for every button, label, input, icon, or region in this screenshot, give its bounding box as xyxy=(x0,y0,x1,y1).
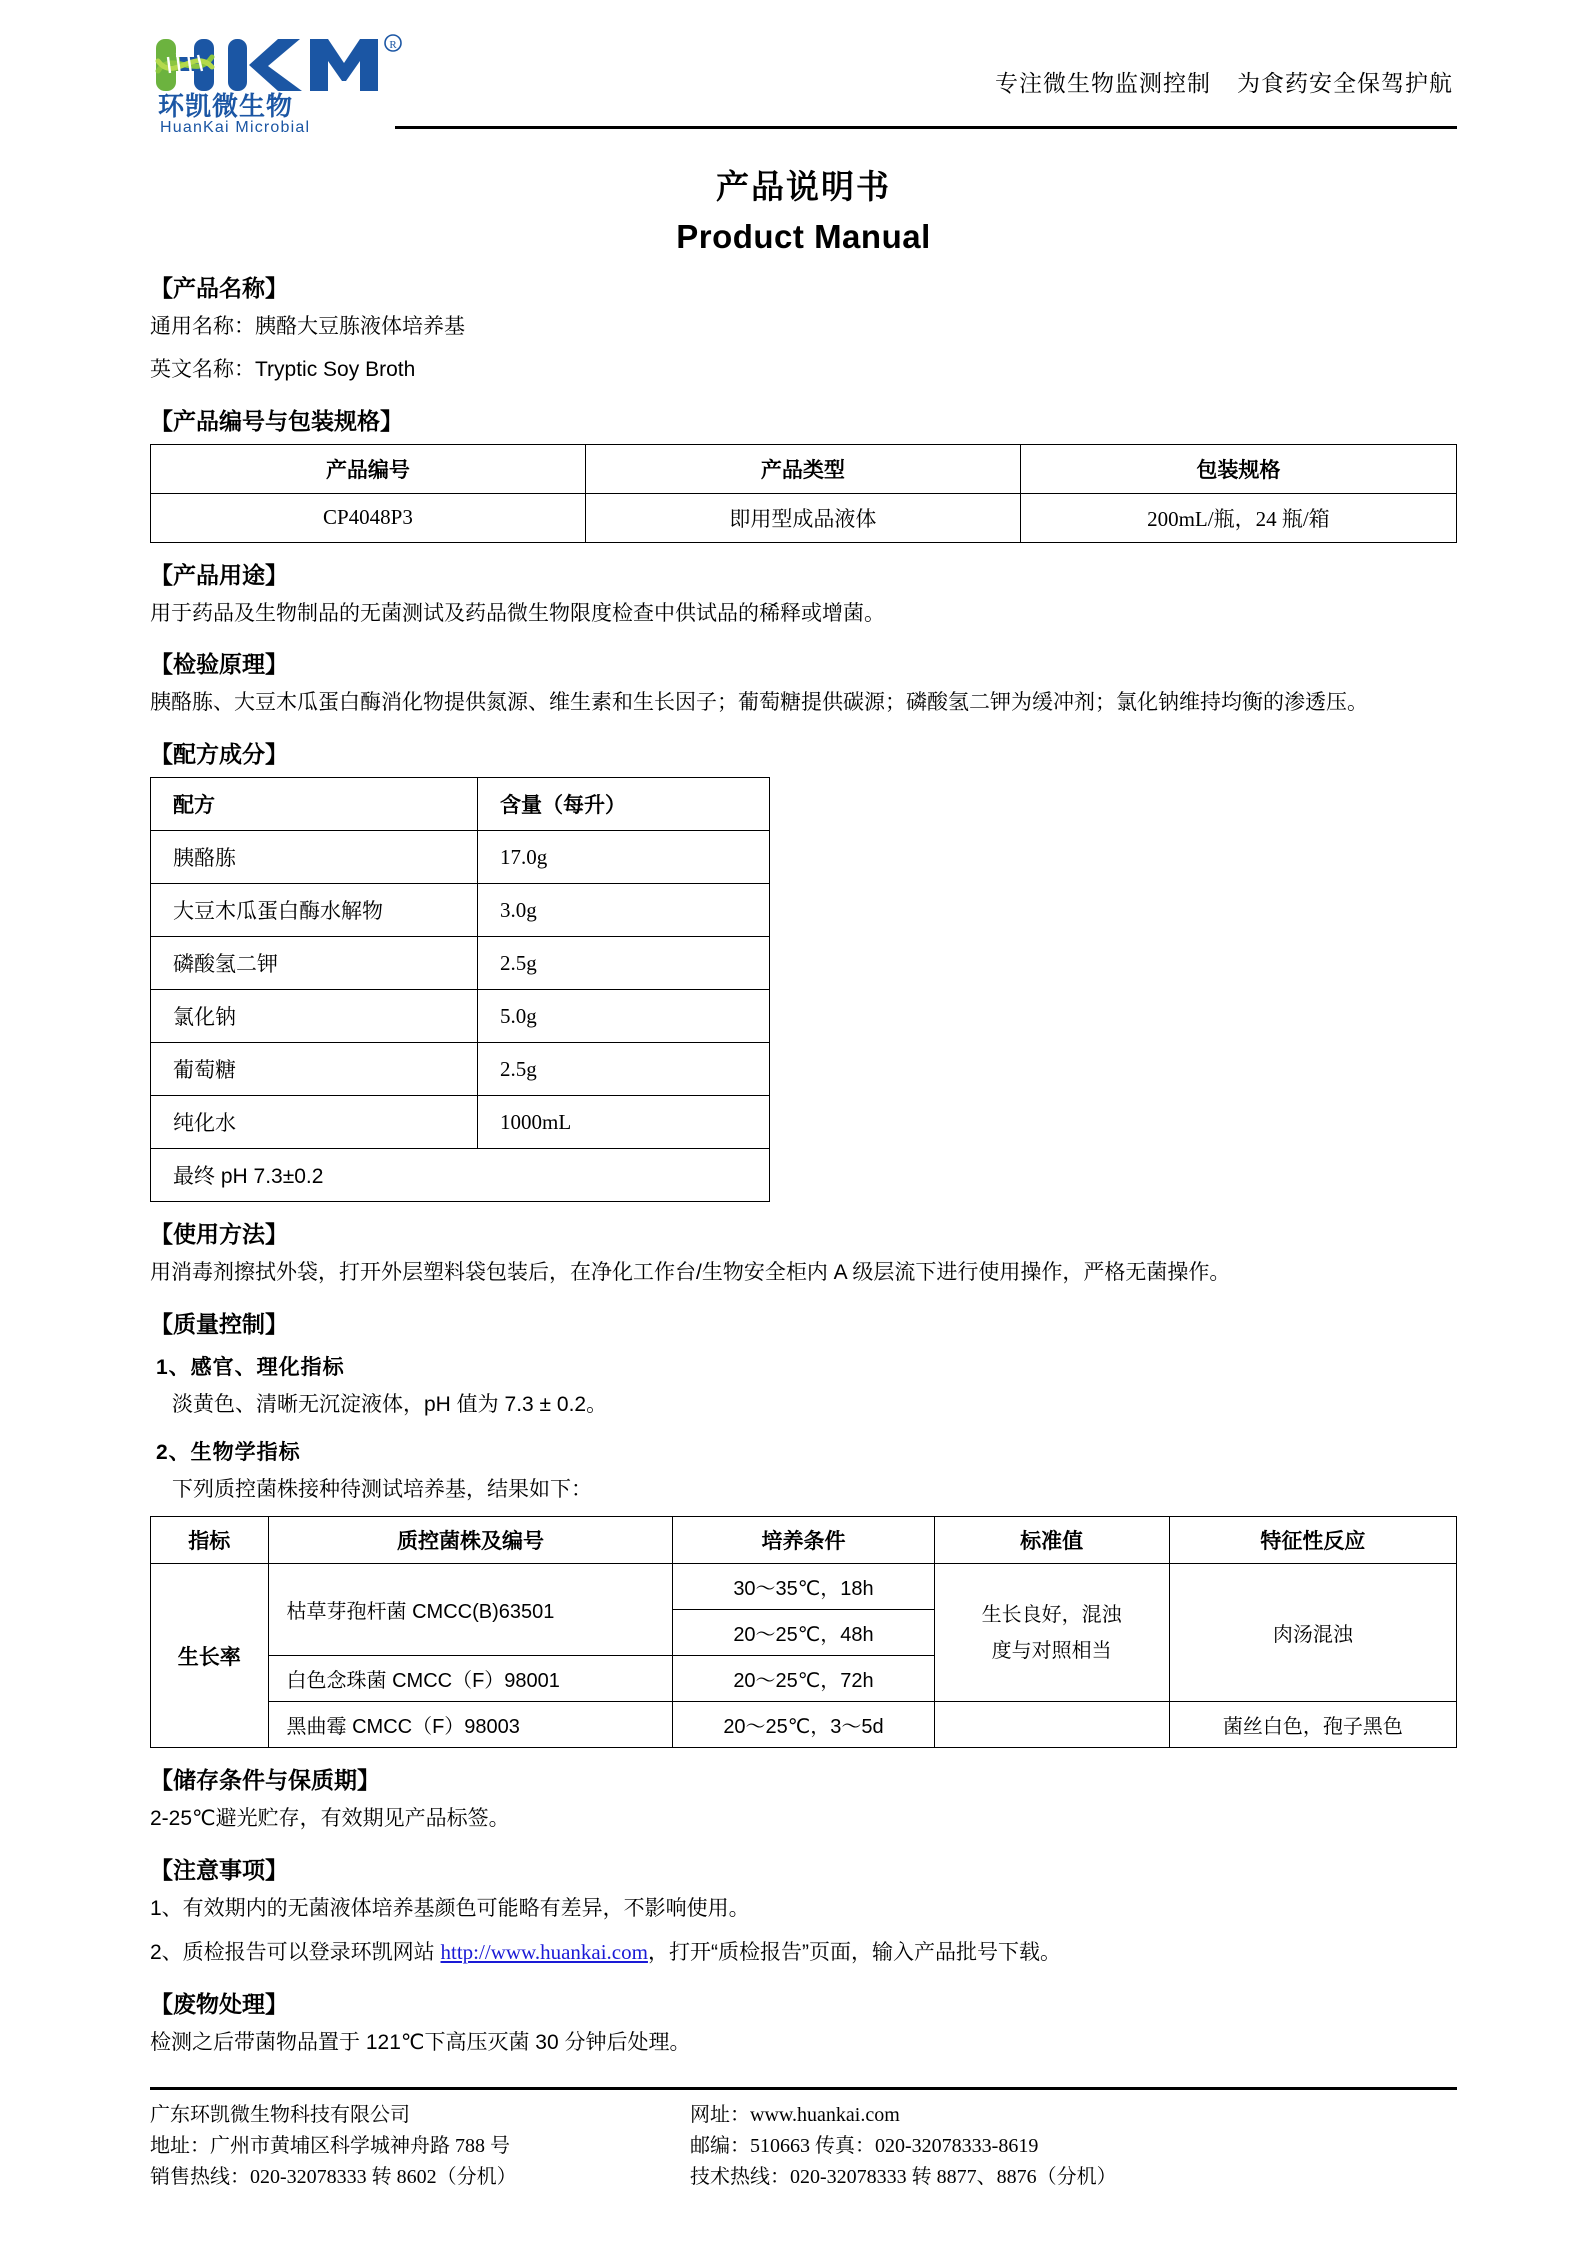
huankai-website-link[interactable]: http://www.huankai.com xyxy=(440,1939,648,1964)
product-english-name-label: 英文名称： xyxy=(150,357,255,381)
formula-col-name: 配方 xyxy=(151,778,478,831)
table-header-row xyxy=(151,778,770,831)
bio-cell-strain: 黑曲霉 CMCC（F）98003 xyxy=(268,1702,673,1748)
bio-cell-strain: 枯草芽孢杆菌 CMCC(B)63501 xyxy=(268,1564,673,1656)
notes-item-2 xyxy=(150,1934,1457,1972)
page-header xyxy=(150,28,1457,136)
section-heading-usage: 【产品用途】 xyxy=(150,561,288,588)
table-row xyxy=(151,1043,770,1096)
table-header-row xyxy=(151,1517,1457,1564)
bio-standard-line-2: 度与对照相当 xyxy=(991,1639,1112,1662)
section-heading-notes: 【注意事项】 xyxy=(150,1857,288,1883)
bio-col-indicator: 指标 xyxy=(151,1517,269,1564)
spec-table xyxy=(150,444,1457,543)
formula-cell-amount: 17.0g xyxy=(478,831,770,884)
formula-cell-name: 纯化水 xyxy=(151,1096,478,1149)
svg-text:R: R xyxy=(389,39,397,51)
quality-sub-heading-2: 2、生物学指标 xyxy=(156,1440,301,1464)
formula-cell-amount: 3.0g xyxy=(478,884,770,937)
formula-cell-ph: 最终 pH 7.3±0.2 xyxy=(151,1149,770,1202)
header-divider xyxy=(395,126,1457,129)
bio-col-reaction: 特征性反应 xyxy=(1169,1517,1456,1564)
page-title-cn: 产品说明书 xyxy=(716,168,891,205)
section-heading-formula: 【配方成分】 xyxy=(150,741,288,767)
formula-cell-name: 氯化钠 xyxy=(151,990,478,1043)
quality-sub-intro-2: 下列质控菌株接种待测试培养基，结果如下： xyxy=(172,1477,592,1501)
section-heading-product-name: 【产品名称】 xyxy=(150,275,288,301)
svg-text:环凯微生物: 环凯微生物 xyxy=(158,92,294,122)
footer-divider xyxy=(150,2087,1457,2090)
quality-sub-text-1: 淡黄色、清晰无沉淀液体，pH 值为 7.3 ± 0.2。 xyxy=(172,1392,608,1416)
bio-cell-indicator: 生长率 xyxy=(151,1564,269,1748)
bio-standard-line-1: 生长良好，混浊 xyxy=(981,1603,1122,1626)
tagline-right: 为食药安全保驾护航 xyxy=(1237,70,1453,96)
bio-cell-condition: 20～25℃，48h xyxy=(673,1610,934,1656)
formula-cell-name: 葡萄糖 xyxy=(151,1043,478,1096)
footer-postal-fax: 邮编：510663 传真：020-32078333-8619 xyxy=(690,2135,1039,2158)
table-row xyxy=(151,1702,1457,1748)
footer-sales-hotline: 销售热线：020-32078333 转 8602（分机） xyxy=(150,2166,517,2189)
bio-cell-strain: 白色念珠菌 CMCC（F）98001 xyxy=(268,1656,673,1702)
product-english-name-value: Tryptic Soy Broth xyxy=(255,357,416,381)
bio-cell-condition: 20～25℃，72h xyxy=(673,1656,934,1702)
section-heading-method: 【使用方法】 xyxy=(150,1221,288,1247)
bio-cell-standard-empty xyxy=(934,1702,1169,1748)
bio-cell-reaction-broth: 肉汤混浊 xyxy=(1169,1564,1456,1702)
footer-company: 广东环凯微生物科技有限公司 xyxy=(150,2104,410,2127)
spec-cell-packaging: 200mL/瓶，24 瓶/箱 xyxy=(1020,493,1456,542)
product-common-name-row xyxy=(150,309,1457,346)
table-row xyxy=(151,1564,1457,1610)
formula-col-amount: 含量（每升） xyxy=(478,778,770,831)
formula-cell-amount: 2.5g xyxy=(478,1043,770,1096)
page-title-en: Product Manual xyxy=(676,218,931,255)
footer-address: 地址：广州市黄埔区科学城神舟路 788 号 xyxy=(150,2135,510,2158)
biological-indicator-table xyxy=(150,1516,1457,1748)
svg-text:HuanKai Microbial: HuanKai Microbial xyxy=(160,119,311,136)
spec-cell-type: 即用型成品液体 xyxy=(585,493,1020,542)
formula-cell-name: 磷酸氢二钾 xyxy=(151,937,478,990)
storage-text: 2-25℃避光贮存，有效期见产品标签。 xyxy=(150,1807,510,1831)
formula-cell-name: 大豆木瓜蛋白酶水解物 xyxy=(151,884,478,937)
quality-sub-heading-1: 1、感官、理化指标 xyxy=(156,1355,345,1379)
notes-item-2-after: ，打开“质检报告”页面，输入产品批号下载。 xyxy=(647,1940,1061,1964)
spec-col-packaging: 包装规格 xyxy=(1020,444,1456,493)
section-heading-spec: 【产品编号与包装规格】 xyxy=(150,407,403,434)
bio-col-strain: 质控菌株及编号 xyxy=(268,1517,673,1564)
footer-website: 网址：www.huankai.com xyxy=(690,2104,900,2127)
formula-cell-amount: 2.5g xyxy=(478,937,770,990)
table-row xyxy=(151,493,1457,542)
hkm-logo-icon xyxy=(150,31,415,136)
bio-col-standard: 标准值 xyxy=(934,1517,1169,1564)
spec-col-type: 产品类型 xyxy=(585,444,1020,493)
formula-cell-amount: 5.0g xyxy=(478,990,770,1043)
bio-cell-condition: 30～35℃，18h xyxy=(673,1564,934,1610)
company-logo xyxy=(150,31,415,136)
product-common-name-label: 通用名称： xyxy=(150,315,255,338)
bio-col-condition: 培养条件 xyxy=(673,1517,934,1564)
footer-left-column xyxy=(150,2100,690,2193)
principle-text: 胰酪胨、大豆木瓜蛋白酶消化物提供氮源、维生素和生长因子；葡萄糖提供碳源；磷酸氢二钾为缓冲剂；氯化钠维持均衡的渗透压。 xyxy=(150,691,1368,715)
section-heading-storage: 【储存条件与保质期】 xyxy=(150,1767,380,1794)
table-row-ph xyxy=(151,1149,770,1202)
product-english-name-row xyxy=(150,352,1457,389)
table-header-row xyxy=(151,444,1457,493)
table-row xyxy=(151,884,770,937)
product-common-name-value: 胰酪大豆胨液体培养基 xyxy=(255,315,465,338)
spec-cell-code: CP4048P3 xyxy=(151,493,586,542)
waste-text: 检测之后带菌物品置于 121℃下高压灭菌 30 分钟后处理。 xyxy=(150,2030,691,2054)
section-heading-principle: 【检验原理】 xyxy=(150,651,288,678)
tagline-left: 专注微生物监测控制 xyxy=(995,70,1211,96)
bio-cell-condition: 20～25℃，3～5d xyxy=(673,1702,934,1748)
formula-cell-amount: 1000mL xyxy=(478,1096,770,1149)
page-footer xyxy=(150,2100,1457,2193)
notes-item-1: 1、有效期内的无菌液体培养基颜色可能略有差异，不影响使用。 xyxy=(150,1897,750,1920)
method-text: 用消毒剂擦拭外袋，打开外层塑料袋包装后，在净化工作台/生物安全柜内 A 级层流下进行使用操作，严格无菌操作。 xyxy=(150,1261,1231,1284)
footer-right-column xyxy=(690,2100,1457,2193)
footer-tech-hotline: 技术热线：020-32078333 转 8877、8876（分机） xyxy=(690,2166,1117,2189)
table-row xyxy=(151,937,770,990)
table-row xyxy=(151,831,770,884)
formula-cell-name: 胰酪胨 xyxy=(151,831,478,884)
table-row xyxy=(151,990,770,1043)
section-heading-waste: 【废物处理】 xyxy=(150,1990,288,2017)
bio-cell-reaction-mold: 菌丝白色，孢子黑色 xyxy=(1169,1702,1456,1748)
bio-cell-standard xyxy=(934,1564,1169,1702)
table-row xyxy=(151,1096,770,1149)
usage-text: 用于药品及生物制品的无菌测试及药品微生物限度检查中供试品的稀释或增菌。 xyxy=(150,601,885,625)
spec-col-code: 产品编号 xyxy=(151,444,586,493)
notes-item-2-before: 2、质检报告可以登录环凯网站 xyxy=(150,1940,441,1964)
section-heading-quality: 【质量控制】 xyxy=(150,1310,288,1337)
formula-table xyxy=(150,777,770,1202)
